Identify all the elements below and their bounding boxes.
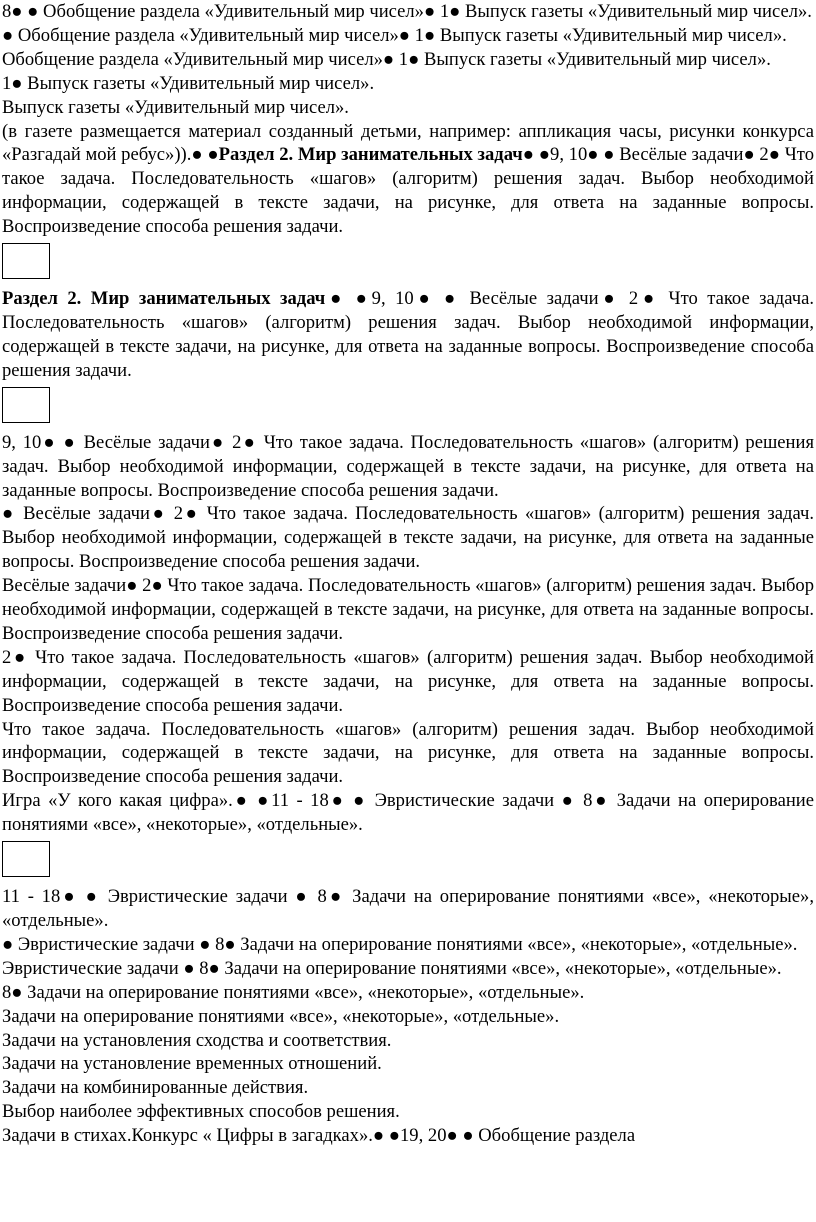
section-heading: Раздел 2. Мир занимательных задач● ● — [218, 144, 551, 166]
text-line: Задачи на комбинированные действия. — [2, 1077, 309, 1099]
text-line: Задачи на установления сходства и соответствия. — [2, 1029, 392, 1051]
text-line: 1● Выпуск газеты «Удивительный мир чисел». — [2, 72, 375, 94]
paragraph — [2, 1052, 814, 1076]
paragraph — [2, 1029, 814, 1053]
paragraph — [2, 1076, 814, 1100]
paragraph — [2, 287, 814, 383]
text-line: Задачи на установление временных отношений. — [2, 1053, 382, 1075]
text-line: ● Обобщение раздела «Удивительный мир чисел»● 1● Выпуск газеты «Удивительный мир чисел». — [2, 24, 787, 46]
paragraph — [2, 96, 814, 120]
paragraph — [2, 718, 814, 790]
text-line: Выбор наиболее эффективных способов решения. — [2, 1101, 400, 1123]
image-placeholder-box — [2, 243, 50, 279]
text-line: 8● Задачи на оперирование понятиями «все», «некоторые», «отдельные». — [2, 981, 585, 1003]
paragraph — [2, 48, 814, 72]
text-line: Задачи в стихах.Конкурс « Цифры в загадках».● ●19, 20● ● Обобщение раздела — [2, 1125, 636, 1147]
document-page — [2, 0, 814, 1148]
text-line: Обобщение раздела «Удивительный мир чисел»● 1● Выпуск газеты «Удивительный мир чисел». — [2, 48, 771, 70]
paragraph — [2, 120, 814, 240]
paragraph — [2, 72, 814, 96]
text-line: Выпуск газеты «Удивительный мир чисел». — [2, 96, 349, 118]
text-line: 9, 10● ● Весёлые задачи● 2● Что такое задача. Последовательность «шагов» (алгоритм) решения задач. Выбор необходимой информации, содержащей в тексте задачи, на рисунке, для ответа на заданные вопросы. Воспроизведение способа решения задачи. — [2, 288, 814, 381]
text-line: Задачи на оперирование понятиями «все», «некоторые», «отдельные». — [2, 1005, 560, 1027]
text-line: ● Весёлые задачи● 2● Что такое задача. Последовательность «шагов» (алгоритм) решения задач. Выбор необходимой информации, содержащей в тексте задачи, на рисунке, для ответа на заданные вопросы. Воспроизведение способа решения задачи. — [2, 503, 814, 573]
text-line: 9, 10● ● Весёлые задачи● 2● Что такое задача. Последовательность «шагов» (алгоритм) решения задач. Выбор необходимой информации, содержащей в тексте задачи, на рисунке, для ответа на заданные вопросы. Воспроизведение способа решения задачи. — [2, 144, 814, 238]
paragraph — [2, 1124, 814, 1148]
paragraph — [2, 502, 814, 574]
text-line: 9, 10● ● Весёлые задачи● 2● Что такое задача. Последовательность «шагов» (алгоритм) решения задач. Выбор необходимой информации, содержащей в тексте задачи, на рисунке, для ответа на заданные вопросы. Воспроизведение способа решения задачи. — [2, 431, 814, 501]
text-line: 8● ● Обобщение раздела «Удивительный мир чисел»● 1● Выпуск газеты «Удивительный мир чисел». — [2, 1, 812, 22]
text-line: (в газете размещается материал созданный детьми, например: аппликация часы, рисунки конкурса «Разгадай мой ребус»)).● ● — [2, 120, 814, 166]
paragraph — [2, 789, 814, 837]
image-placeholder-box — [2, 841, 50, 877]
paragraph — [2, 431, 814, 503]
paragraph — [2, 646, 814, 718]
text-line: Весёлые задачи● 2● Что такое задача. Последовательность «шагов» (алгоритм) решения задач. Выбор необходимой информации, содержащей в тексте задачи, на рисунке, для ответа на заданные вопросы. Воспроизведение способа решения задачи. — [2, 575, 814, 644]
text-line: Игра «У кого какая цифра».● ●11 - 18● ● Эвристические задачи ● 8● Задачи на оперирование понятиями «все», «некоторые», «отдельные». — [2, 790, 814, 836]
paragraph — [2, 1005, 814, 1029]
paragraph — [2, 933, 814, 957]
paragraph — [2, 981, 814, 1005]
text-line: 2● Что такое задача. Последовательность «шагов» (алгоритм) решения задач. Выбор необходимой информации, содержащей в тексте задачи, на рисунке, для ответа на заданные вопросы. Воспроизведение способа решения задачи. — [2, 646, 814, 716]
paragraph — [2, 0, 814, 24]
image-placeholder-box — [2, 387, 50, 423]
text-line: Что такое задача. Последовательность «шагов» (алгоритм) решения задач. Выбор необходимой информации, содержащей в тексте задачи, на рисунке, для ответа на заданные вопросы. Воспроизведение способа решения задачи. — [2, 718, 814, 788]
text-line: ● Эвристические задачи ● 8● Задачи на оперирование понятиями «все», «некоторые», «отдельные». — [2, 933, 798, 955]
text-line: 11 - 18● ● Эвристические задачи ● 8● Задачи на оперирование понятиями «все», «некоторые», «отдельные». — [2, 886, 814, 931]
paragraph — [2, 957, 814, 981]
section-heading: Раздел 2. Мир занимательных задач● ● — [2, 288, 372, 310]
paragraph — [2, 885, 814, 933]
paragraph — [2, 1100, 814, 1124]
text-line: Эвристические задачи ● 8● Задачи на оперирование понятиями «все», «некоторые», «отдельные». — [2, 957, 782, 979]
paragraph — [2, 24, 814, 48]
paragraph — [2, 574, 814, 646]
